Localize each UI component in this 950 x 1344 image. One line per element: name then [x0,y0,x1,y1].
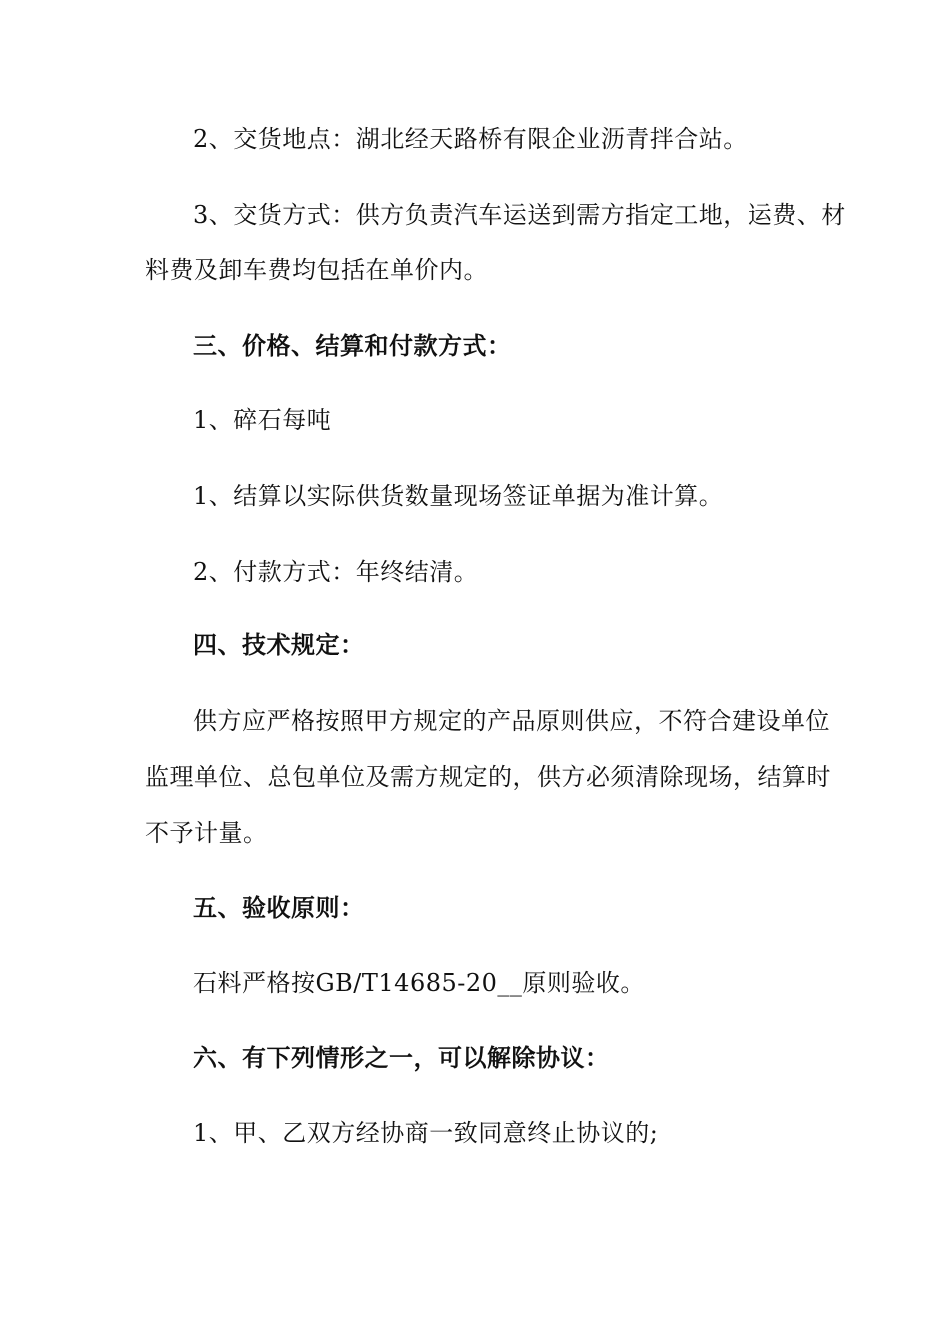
gravel-price-line: 1、碎石每吨 [193,406,332,434]
delivery-method-line-2: 料费及卸车费均包括在单价内。 [145,256,488,284]
technical-paragraph-line-2: 监理单位、总包单位及需方规定的，供方必须清除现场，结算时 [145,763,831,791]
section-heading-technical: 四、技术规定： [193,630,365,659]
section-heading-acceptance: 五、验收原则： [193,893,365,922]
section-heading-price: 三、价格、结算和付款方式： [193,331,512,360]
acceptance-standard-line: 石料严格按GB/T14685-20__原则验收。 [193,969,645,997]
delivery-method-line-1: 3、交货方式：供方负责汽车运送到需方指定工地，运费、材 [193,201,846,229]
technical-paragraph-line-3: 不予计量。 [145,819,268,847]
delivery-location-line: 2、交货地点：湖北经天路桥有限企业沥青拌合站。 [193,125,748,153]
technical-paragraph-line-1: 供方应严格按照甲方规定的产品原则供应，不符合建设单位 [193,707,830,735]
section-heading-termination: 六、有下列情形之一，可以解除协议： [193,1043,610,1072]
termination-item-1: 1、甲、乙双方经协商一致同意终止协议的; [193,1119,659,1147]
payment-method-line: 2、付款方式：年终结清。 [193,558,479,586]
settlement-line: 1、结算以实际供货数量现场签证单据为准计算。 [193,482,724,510]
